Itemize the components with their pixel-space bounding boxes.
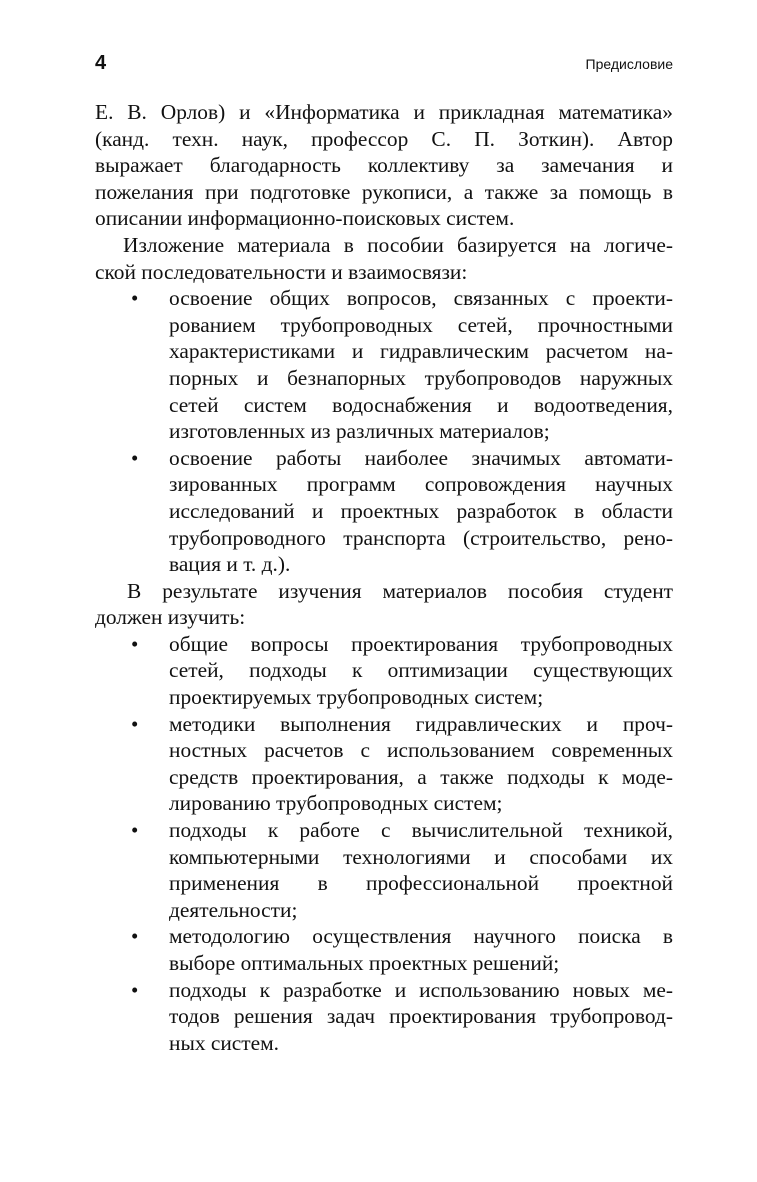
text-line: методики выполнения гидравлических и проч-: [169, 711, 673, 736]
text-line: проектируемых трубопроводных систем;: [169, 685, 544, 710]
text-line: ных систем.: [169, 1030, 280, 1055]
bullet-icon: •: [131, 286, 139, 311]
text-line: изготовленных из различных материалов;: [169, 419, 550, 444]
text-line: должен изучить:: [95, 605, 246, 630]
bullet-icon: •: [131, 711, 139, 736]
text-line: трубопроводного транспорта (строительство, рено-: [169, 525, 673, 550]
text-line: ской последовательности и взаимосвязи:: [95, 259, 468, 284]
page-body: [95, 99, 673, 1056]
list-item: [95, 631, 673, 711]
text-line: подходы к разработке и использованию новых ме-: [169, 977, 673, 1002]
text-line: В результате изучения материалов пособия студент: [127, 578, 673, 603]
text-line: применения в профессиональной проектной: [169, 871, 673, 896]
text-line: тодов решения задач проектирования трубопровод-: [169, 1004, 673, 1029]
text-line: описании информационно-поисковых систем.: [95, 206, 515, 231]
list-item: [95, 711, 673, 817]
bullet-icon: •: [131, 631, 139, 656]
paragraph-structure: [95, 232, 673, 285]
text-line: исследований и проектных разработок в области: [169, 498, 673, 523]
paragraph-intro-continuation: [95, 99, 673, 232]
page-number: 4: [95, 52, 107, 74]
text-line: выражает благодарность коллективу за замечания и: [95, 153, 673, 178]
text-line: зированных программ сопровождения научных: [169, 472, 673, 497]
bullet-icon: •: [131, 977, 139, 1002]
text-line: характеристиками и гидравлическим расчетом на-: [169, 339, 673, 364]
text-line: порных и безнапорных трубопроводов наружных: [169, 365, 673, 390]
text-line: освоение общих вопросов, связанных с проекти-: [169, 286, 673, 311]
text-line: Изложение материала в пособии базируется на логиче-: [123, 232, 673, 257]
text-line: подходы к работе с вычислительной техникой,: [169, 818, 673, 843]
bullet-icon: •: [131, 924, 139, 949]
text-line: ностных расчетов с использованием современных: [169, 738, 673, 763]
text-line: Е. В. Орлов) и «Информатика и прикладная математика»: [95, 100, 673, 124]
list-item: [95, 817, 673, 923]
text-line: компьютерными технологиями и способами их: [169, 844, 673, 869]
bullet-list-outcomes: [95, 631, 673, 1057]
list-item: [95, 445, 673, 578]
text-line: средств проектирования, а также подходы к моде-: [169, 764, 673, 789]
text-line: общие вопросы проектирования трубопроводных: [169, 631, 673, 656]
page-header: [95, 48, 673, 78]
bullet-icon: •: [131, 445, 139, 470]
text-line: лированию трубопроводных систем;: [169, 791, 503, 816]
text-line: пожелания при подготовке рукописи, а также за помощь в: [95, 179, 673, 204]
text-line: вация и т. д.).: [169, 552, 291, 577]
text-line: сетей систем водоснабжения и водоотведения,: [169, 392, 673, 417]
bullet-icon: •: [131, 818, 139, 843]
list-item: [95, 977, 673, 1057]
text-line: сетей, подходы к оптимизации существующих: [169, 658, 673, 683]
running-head: Предисловие: [585, 56, 673, 72]
paragraph-outcomes: [95, 578, 673, 631]
list-item: [95, 923, 673, 976]
list-item: [95, 285, 673, 445]
bullet-list-topics: [95, 285, 673, 578]
text-line: методологию осуществления научного поиска в: [169, 924, 673, 949]
text-line: (канд. техн. наук, профессор С. П. Зоткин). Автор: [95, 126, 673, 151]
text-line: рованием трубопроводных сетей, прочностными: [169, 312, 673, 337]
text-line: выборе оптимальных проектных решений;: [169, 951, 560, 975]
text-line: освоение работы наиболее значимых автомати-: [169, 445, 673, 470]
text-line: деятельности;: [169, 897, 298, 922]
